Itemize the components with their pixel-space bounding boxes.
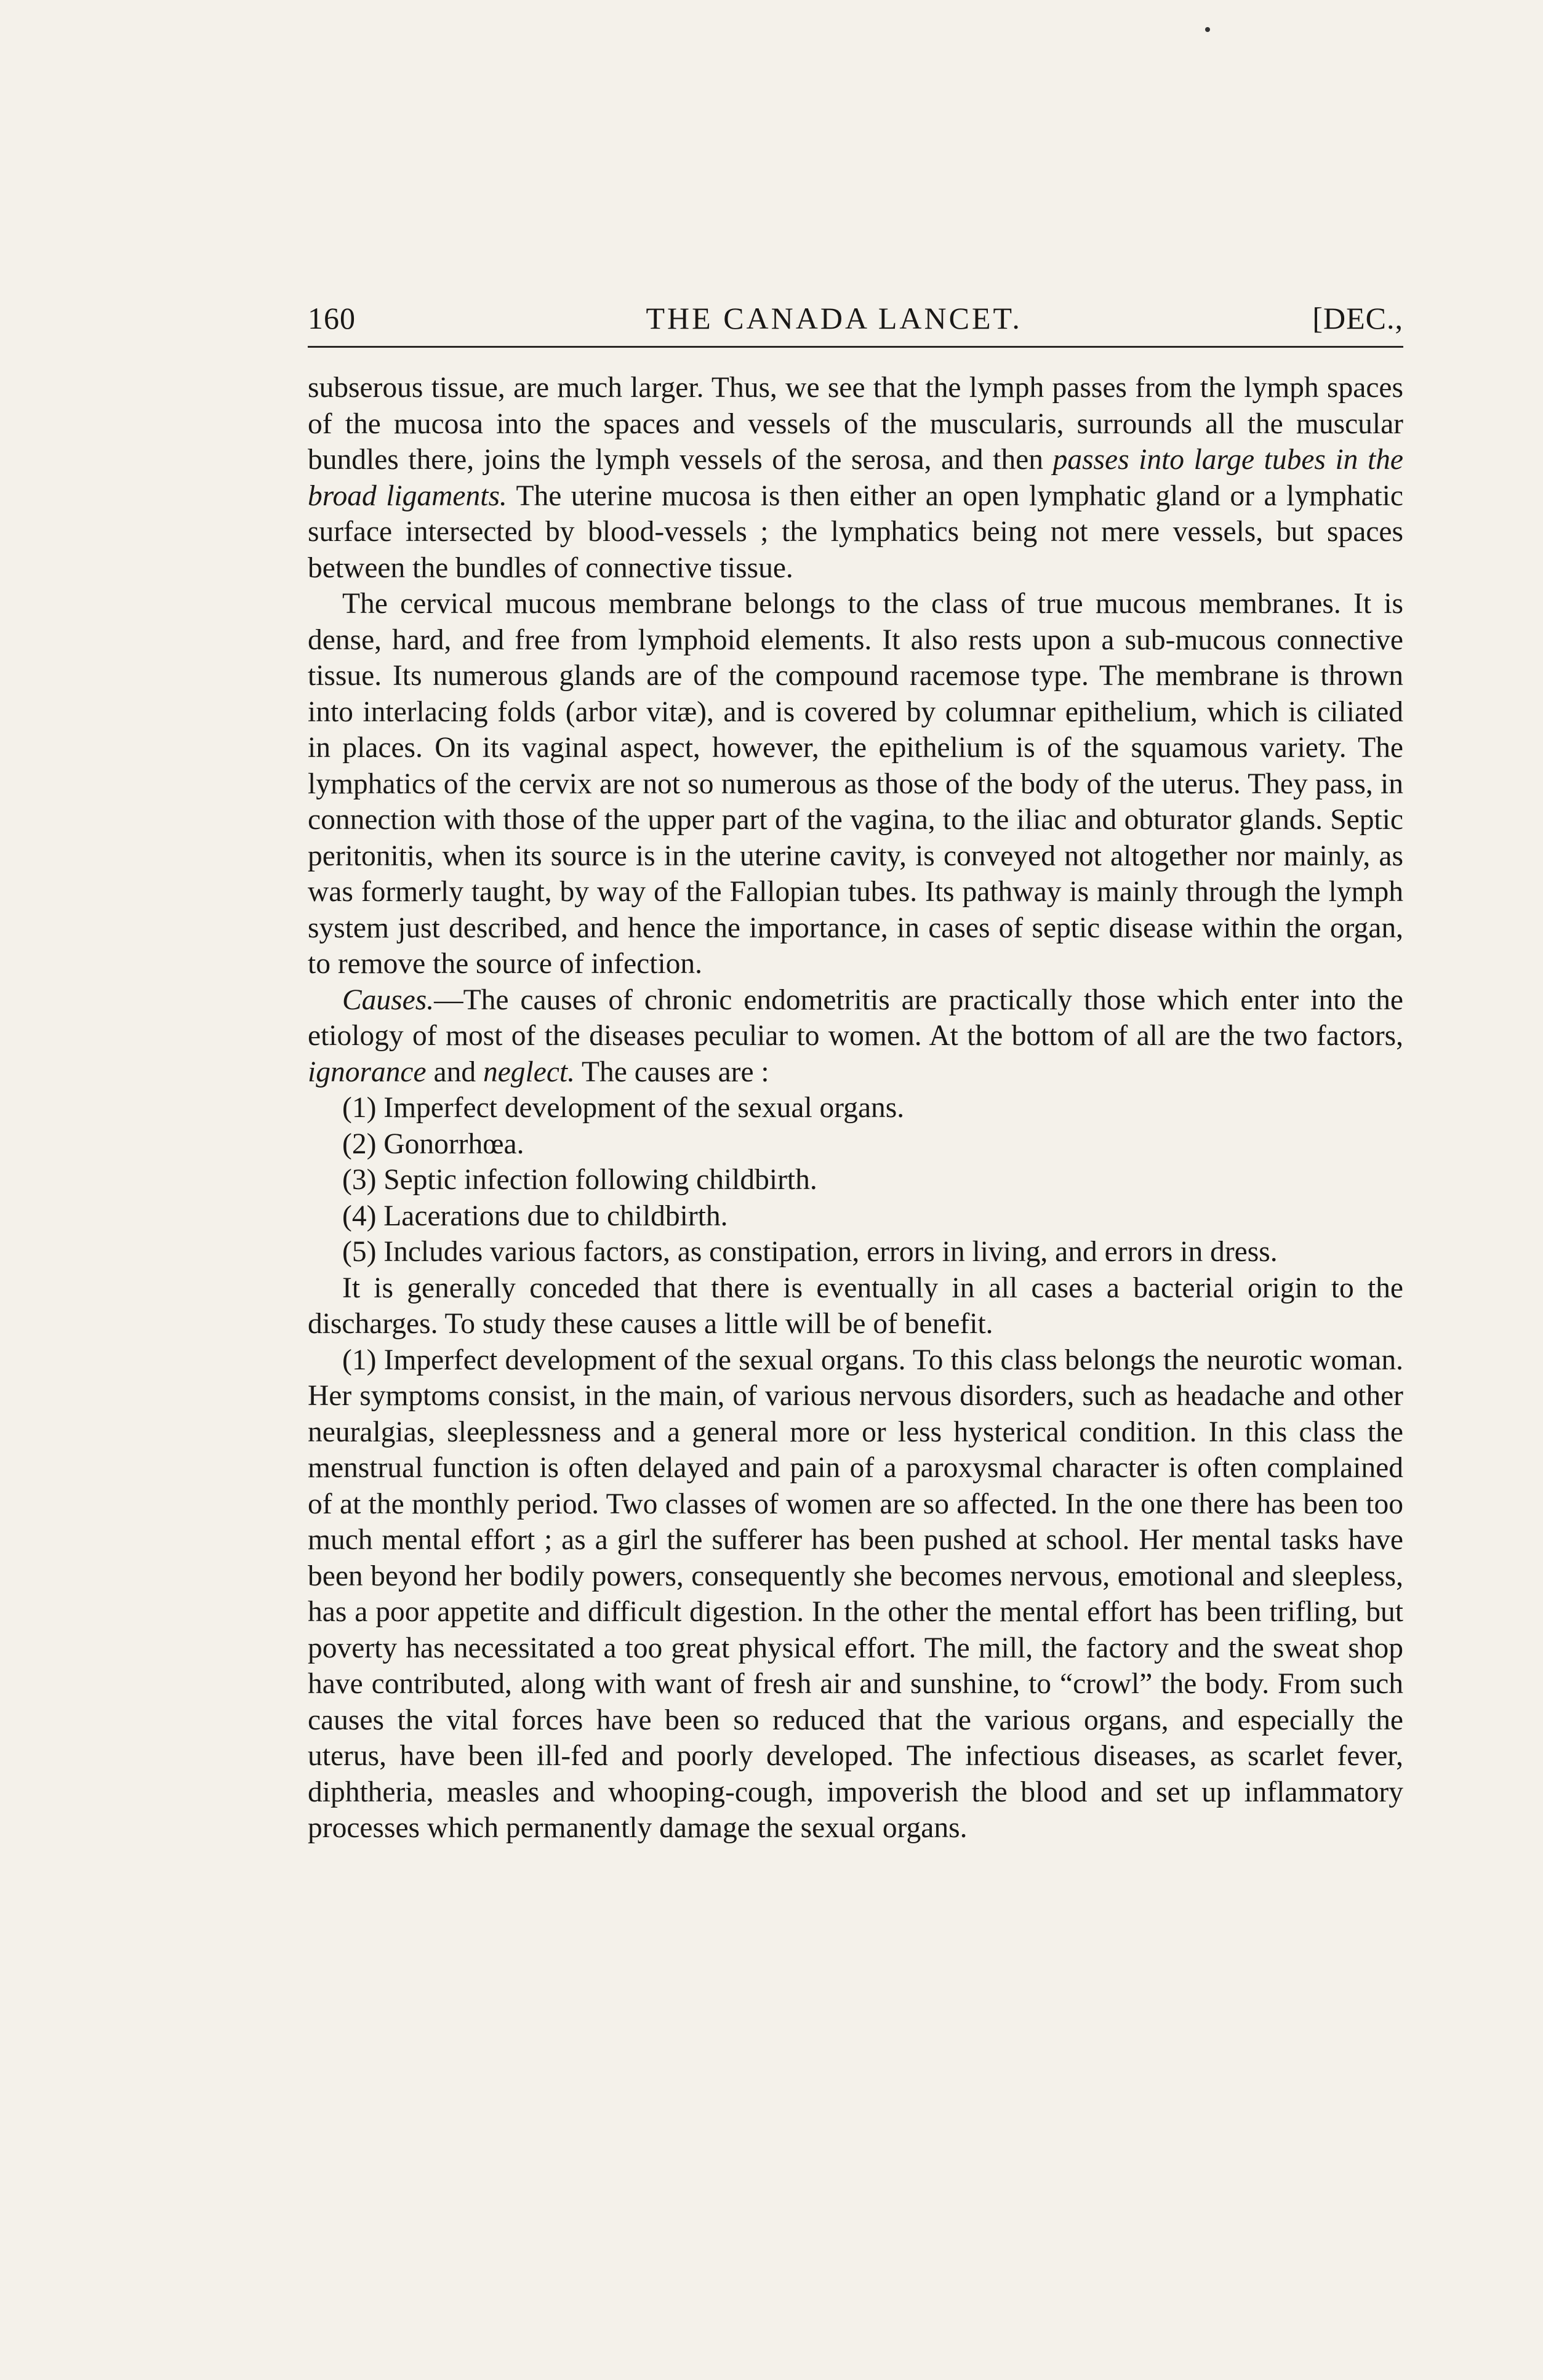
- paragraph-text: The uterine mucosa is then either an open lymphatic gland or a lymphatic surface intersected by blood-vessels ; the lymphatics being not mere vessels, but spaces between the bundles of connective tissue.: [308, 479, 1404, 584]
- document-page: [308, 300, 1403, 1846]
- list-item-text: (3) Septic infection following childbirth.: [342, 1164, 817, 1196]
- paragraph-emphasis: ignorance: [308, 1056, 427, 1088]
- list-item: [308, 1234, 1403, 1270]
- paragraph-text: and: [426, 1056, 483, 1088]
- paragraph: [308, 370, 1403, 586]
- journal-title: THE CANADA LANCET.: [646, 301, 1022, 335]
- paragraph-text: It is generally conceded that there is eventually in all cases a bacterial origin to the discharges. To study these causes a little will be of benefit.: [308, 1272, 1403, 1340]
- paragraph-text: —The causes of chronic endometritis are practically those which enter into the etiology of most of the diseases peculiar to women. At the bottom of all are the two factors,: [308, 984, 1403, 1052]
- paragraph: [308, 982, 1403, 1091]
- paragraph: [308, 1342, 1403, 1846]
- list-item: [308, 1198, 1403, 1235]
- list-item: [308, 1090, 1403, 1126]
- paragraph-text: (1) Imperfect development of the sexual organs. To this class belongs the neurotic woman. Her symptoms consist, in the main, of various nervous disorders, such as headache and other neuralgias, sleeplessness and a general more or less hysterical condition. In this class the menstrual function is often delayed and pain of a paroxysmal character is often complained of at the monthly period. Two classes of women are so affected. In the one there has been too much mental effort ; as a girl the sufferer has been pushed at school. Her mental tasks have been beyond her bodily powers, consequently she becomes nervous, emotional and sleepless, has a poor appetite and difficult digestion. In the other the mental effort has been trifling, but poverty has necessitated a too great physical effort. The mill, the factory and the sweat shop have contributed, along with want of fresh air and sunshine, to “crowl” the body. From such causes the vital forces have been so reduced that the various organs, and especially the uterus, have been ill-fed and poorly developed. The infectious diseases, as scarlet fever, diphtheria, measles and whooping-cough, impoverish the blood and set up inflammatory processes which permanently damage the sexual organs.: [308, 1344, 1403, 1844]
- list-item: [308, 1162, 1403, 1198]
- paragraph-text: subserous tissue, are much larger. Thus, we see that the lymph passes from the lymph spaces of the mucosa into the spaces and vessels of the muscularis, surrounds all the muscular bundles there, joins the lymph vessels of the serosa, and then: [308, 372, 1403, 476]
- list-item-text: (4) Lacerations due to childbirth.: [342, 1200, 728, 1232]
- list-item: [308, 1126, 1403, 1163]
- issue-label: [DEC.,: [1312, 301, 1403, 335]
- paragraph-emphasis: neglect.: [483, 1056, 575, 1088]
- list-item-text: (1) Imperfect development of the sexual organs.: [342, 1092, 905, 1124]
- paragraph: [308, 586, 1403, 982]
- running-header: [308, 300, 1403, 348]
- paragraph-text: The causes are :: [574, 1056, 769, 1088]
- paragraph-emphasis: passes into large tubes in the broad ligaments.: [308, 444, 1403, 512]
- section-heading-causes: Causes.: [342, 984, 435, 1016]
- paragraph: [308, 1270, 1403, 1342]
- article-body: [308, 370, 1403, 1846]
- page-number: 160: [308, 301, 356, 335]
- paragraph-text: The cervical mucous membrane belongs to the class of true mucous membranes. It is dense, hard, and free from lymphoid elements. It also rests upon a sub-mucous connective tissue. Its numerous glands are of the compound racemose type. The membrane is thrown into interlacing folds (arbor vitæ), and is covered by columnar epithelium, which is ciliated in places. On its vaginal aspect, however, the epithelium is of the squamous variety. The lymphatics of the cervix are not so numerous as those of the body of the uterus. They pass, in connection with those of the upper part of the vagina, to the iliac and obturator glands. Septic peritonitis, when its source is in the uterine cavity, is conveyed not altogether nor mainly, as was formerly taught, by way of the Fallopian tubes. Its pathway is mainly through the lymph system just described, and hence the importance, in cases of septic disease within the organ, to remove the source of infection.: [308, 588, 1403, 980]
- list-item-text: (5) Includes various factors, as constipation, errors in living, and errors in dress.: [342, 1236, 1278, 1268]
- list-item-text: (2) Gonorrhœa.: [342, 1128, 524, 1160]
- print-speck: [1205, 27, 1210, 32]
